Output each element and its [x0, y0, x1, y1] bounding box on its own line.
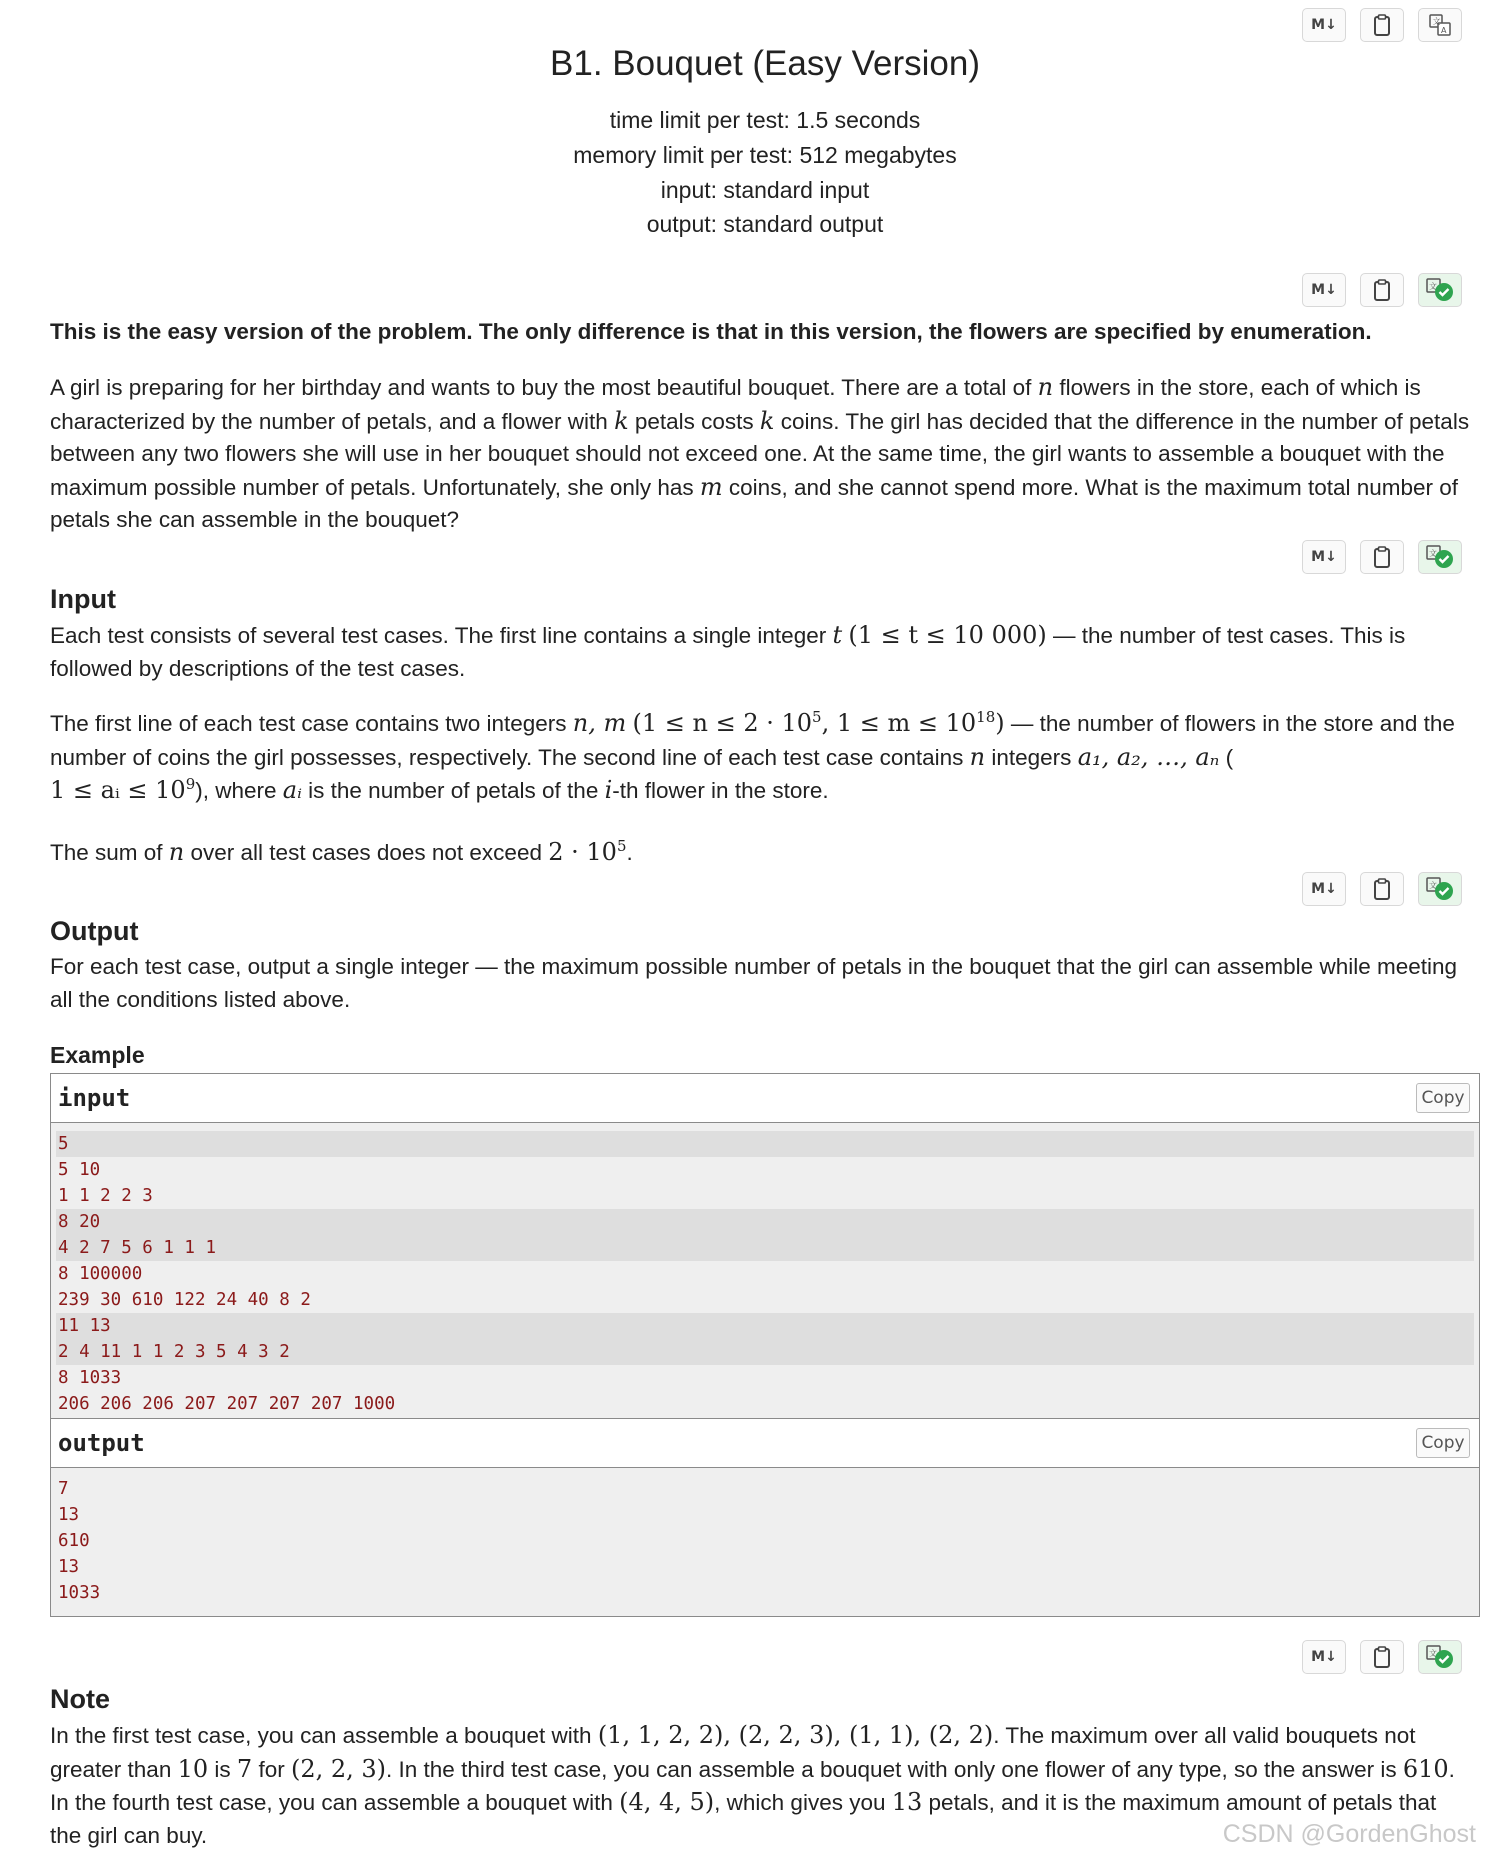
memory-limit: memory limit per test: 512 megabytes — [573, 142, 957, 168]
example-input-label: input — [58, 1084, 131, 1112]
markdown-button[interactable] — [1302, 8, 1346, 42]
markdown-icon: M↓ — [1311, 881, 1337, 897]
note-section-title: Note — [50, 1684, 110, 1714]
input-line: 8 100000 — [58, 1264, 143, 1284]
input-paragraph-1: Each test consists of several test cases. The first line contains a single integer t (1 ≤ t ≤ 10 000) — the number of test cases. This is followed by descriptions of the test cases. — [50, 621, 1406, 681]
markdown-icon: M↓ — [1311, 282, 1337, 298]
output-line: 13 — [58, 1505, 80, 1525]
markdown-icon: M↓ — [1311, 17, 1337, 33]
output-type: output: standard output — [646, 211, 884, 237]
translated-button[interactable] — [1418, 1640, 1462, 1674]
markdown-button[interactable] — [1302, 540, 1346, 574]
clipboard-icon — [1373, 14, 1391, 36]
markdown-button[interactable] — [1302, 872, 1346, 906]
markdown-button[interactable] — [1302, 1640, 1346, 1674]
input-line: 5 — [56, 1131, 1474, 1157]
markdown-icon: M↓ — [1311, 1649, 1337, 1665]
svg-text:文: 文 — [1432, 17, 1441, 26]
example-title: Example — [50, 1042, 145, 1068]
copy-clipboard-button[interactable] — [1360, 872, 1404, 906]
svg-text:文: 文 — [1429, 1649, 1437, 1658]
markdown-button[interactable] — [1302, 273, 1346, 307]
input-type: input: standard input — [660, 177, 870, 203]
translated-check-icon — [1425, 876, 1455, 902]
translated-button[interactable] — [1418, 540, 1462, 574]
svg-text:文: 文 — [1429, 549, 1437, 558]
header-toolbar — [1302, 8, 1462, 42]
output-line: 13 — [58, 1557, 80, 1577]
input-line: 206 206 206 207 207 207 207 1000 — [58, 1394, 396, 1414]
clipboard-icon — [1373, 546, 1391, 568]
problem-title: B1. Bouquet (Easy Version) — [550, 44, 980, 83]
input-paragraph-2: The first line of each test case contains two integers n, m ($1 \le n \le 2 \cdot 10^5$, $1 \le m \le 10^{18}$) — the number of flowers in the store and the number of coins the girl possesses, respectively. The second line of each test case contains n integers a₁, a₂, …, aₙ ( 1 ≤ aᵢ ≤ $10^9$), where aᵢ is the number of petals of the i-th flower in the store. — [50, 708, 1455, 804]
copy-output-button[interactable]: Copy — [1416, 1428, 1470, 1458]
example-input-box — [50, 1073, 1480, 1422]
translate-button[interactable] — [1418, 8, 1462, 42]
output-line: 1033 — [58, 1583, 101, 1603]
input-line: 8 1033 — [58, 1368, 122, 1388]
output-toolbar — [1302, 872, 1462, 906]
input-line: 2 4 11 1 1 2 3 5 4 3 2 — [56, 1339, 1474, 1365]
input-line: 8 20 — [56, 1209, 1474, 1235]
output-paragraph: For each test case, output a single integer — the maximum possible number of petals in the bouquet that the girl can assemble while meeting all the conditions listed above. — [50, 954, 1458, 1012]
translated-check-icon — [1425, 277, 1455, 303]
statement-toolbar — [1302, 273, 1462, 307]
translated-button[interactable] — [1418, 872, 1462, 906]
clipboard-icon — [1373, 878, 1391, 900]
input-line: 11 13 — [56, 1313, 1474, 1339]
markdown-icon: M↓ — [1311, 549, 1337, 565]
example-output-label: output — [58, 1429, 145, 1457]
time-limit: time limit per test: 1.5 seconds — [609, 107, 921, 133]
intro-bold-text: This is the easy version of the problem. The only difference is that in this version, the flowers are specified by enumeration. — [50, 319, 1372, 344]
input-line: 1 1 2 2 3 — [58, 1186, 153, 1206]
svg-text:文: 文 — [1429, 282, 1437, 291]
output-section-title: Output — [50, 916, 139, 946]
copy-clipboard-button[interactable] — [1360, 1640, 1404, 1674]
clipboard-icon — [1373, 1646, 1391, 1668]
translated-button[interactable] — [1418, 273, 1462, 307]
copy-input-button[interactable]: Copy — [1416, 1083, 1470, 1113]
translate-icon — [1428, 13, 1452, 37]
note-toolbar — [1302, 1640, 1462, 1674]
statement-paragraph: A girl is preparing for her birthday and wants to buy the most beautiful bouquet. There are a total of n flowers in the store, each of which is characterized by the number of petals, and a flower with k petals costs k coins. The girl has decided that the difference in the number of petals between any two flowers she will use in her bouquet should not exceed one. At the same time, the girl wants to assemble a bouquet with the maximum possible number of petals. Unfortunately, she only has m coins, and she cannot spend more. What is the maximum total number of petals she can assemble in the bouquet? — [50, 373, 1470, 532]
copy-clipboard-button[interactable] — [1360, 540, 1404, 574]
translated-check-icon — [1425, 544, 1455, 570]
copy-clipboard-button[interactable] — [1360, 273, 1404, 307]
input-line: 5 10 — [58, 1160, 101, 1180]
clipboard-icon — [1373, 279, 1391, 301]
output-line: 7 — [58, 1479, 69, 1499]
input-line: 4 2 7 5 6 1 1 1 — [56, 1235, 1474, 1261]
copy-clipboard-button[interactable] — [1360, 8, 1404, 42]
translated-check-icon — [1425, 1644, 1455, 1670]
note-paragraph: In the first test case, you can assemble a bouquet with (1, 1, 2, 2), (2, 2, 3), (1, 1), (2, 2). The maximum over all valid bouquets not greater than 10 is 7 for (2, 2, 3). In the third test case, you can assemble a bouquet with only one flower of any type, so the answer is 610. In the fourth test case, you can assemble a bouquet with (4, 4, 5), which gives you 13 petals, and it is the maximum amount of petals that the girl can buy. — [50, 1721, 1455, 1848]
svg-text:A: A — [1441, 26, 1447, 35]
input-line: 239 30 610 122 24 40 8 2 — [58, 1290, 311, 1310]
output-line: 610 — [58, 1531, 90, 1551]
svg-text:文: 文 — [1429, 881, 1437, 890]
input-toolbar — [1302, 540, 1462, 574]
input-section-title: Input — [50, 584, 116, 614]
watermark: CSDN @GordenGhost — [1222, 1820, 1476, 1848]
example-output-box — [50, 1418, 1480, 1617]
input-paragraph-3: The sum of n over all test cases does not exceed $2 \cdot 10^5$. — [50, 837, 633, 866]
